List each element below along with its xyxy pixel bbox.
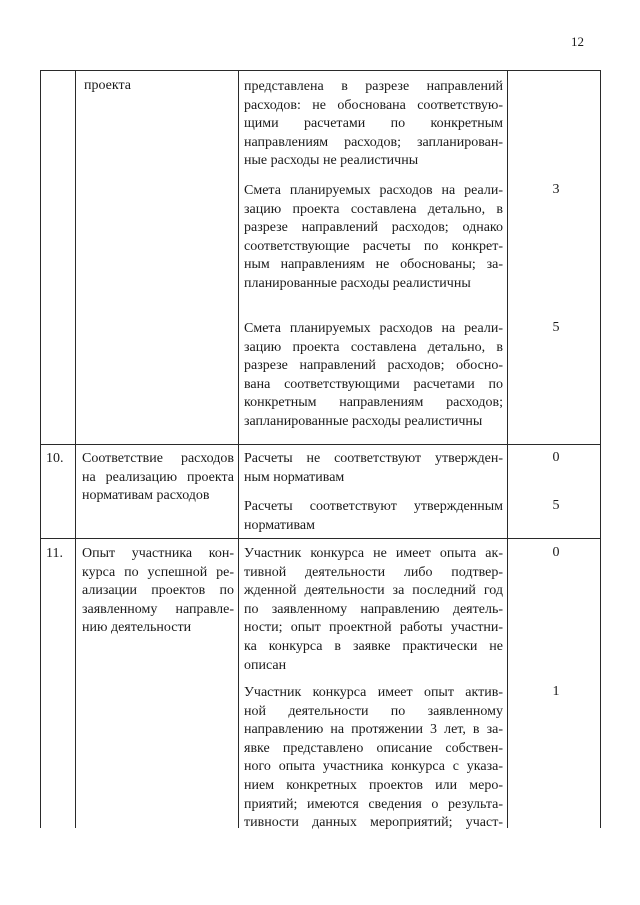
score-value: 0 xyxy=(552,450,560,465)
row-divider-11 xyxy=(40,538,601,539)
page-number: 12 xyxy=(571,34,584,49)
score-value: 3 xyxy=(552,182,560,197)
option-text: Участник конкурса не имеет опыта ак- тивной деятельности либо подтвер- жденной деятельности за последний год по заявленному направлению деятель- ности; опыт проектной работы участни- ка конкурса в заявке практически не описан xyxy=(244,546,503,673)
table-border-left xyxy=(40,70,41,828)
score-value: 1 xyxy=(552,684,560,699)
option-text: Смета планируемых расходов на реали- зацию проекта составлена детально, в разрезе направлений расходов; однако соответствующие расчеты по конкрет- ным направлениям не обоснованы; за- планированные расходы реалистичны xyxy=(244,183,503,291)
score-value: 5 xyxy=(552,498,560,513)
criterion-text: проекта xyxy=(84,78,131,93)
option-text: Расчеты соответствуют утвержденным нормативам xyxy=(244,499,503,533)
table-border-col2 xyxy=(238,70,239,828)
score-value: 5 xyxy=(552,320,560,335)
row-number: 10. xyxy=(46,451,64,466)
option-text: Участник конкурса имеет опыт актив- ной деятельности по заявленному направлению на протяжении 3 лет, в за- явке представлено описание собствен- ного опыта участника конкурса с указа- нием конкретных проектов или меро- приятий; имеются сведения о результа- тивности данных мероприятий; участ- xyxy=(244,685,503,831)
criterion-text: Соответствие расходов на реализацию проекта нормативам расходов xyxy=(82,451,234,504)
criterion-text: Опыт участника кон- курса по успешной ре- ализации проектов по заявленному направле- нию деятельности xyxy=(82,546,234,636)
table-border-top xyxy=(40,70,601,71)
row-divider-10 xyxy=(40,444,601,445)
table-border-col1 xyxy=(75,70,76,828)
option-text: Смета планируемых расходов на реали- зацию проекта составлена детально, в разрезе направлений расходов; обосно- вана соответствующими расчетами по конкретным направлениям расходов; запланированные расходы реалистичны xyxy=(244,321,503,429)
option-text: Расчеты не соответствуют утвержден- ным нормативам xyxy=(244,451,503,485)
option-text: представлена в разрезе направлений расходов: не обоснована соответствую- щими расчетами по конкретным направлениям расходов; запланирован- ные расходы не реалистичны xyxy=(244,79,503,169)
row-number: 11. xyxy=(46,546,63,561)
score-value: 0 xyxy=(552,545,560,560)
